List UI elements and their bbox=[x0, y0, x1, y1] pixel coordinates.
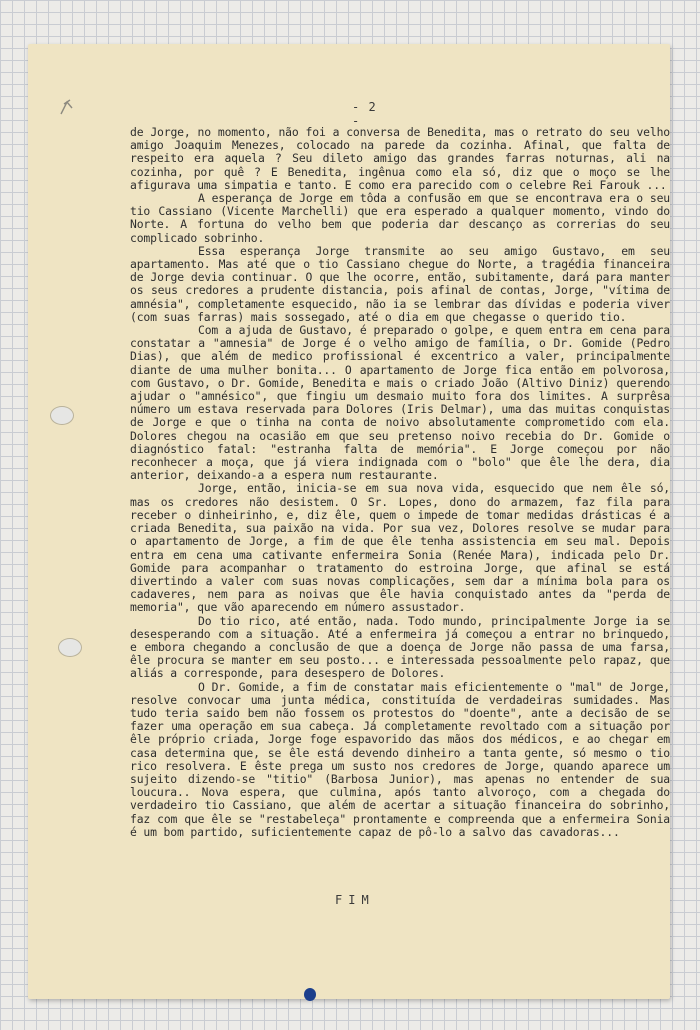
page-number: - 2 - bbox=[352, 100, 377, 128]
paragraph: A esperança de Jorge em tôda a confusão em que se encontrava era o seu tio Cassiano (Vicente Marchelli) que era esperado a qualquer momento, vindo do Norte. A fortuna do velho bem que poderia dar descanço as correrias do seu complicado sobrinho. bbox=[130, 191, 670, 245]
paragraph: Do tio rico, até então, nada. Todo mundo, principalmente Jorge ia se desesperando com a situação. Até a enfermeira já começou a entrar no brinquedo, e embora chegando a conclusão de que a doença de Jorge não passa de uma farsa, êle procura se manter em seu posto... e interessada pessoalmente pelo rapaz, que aliás a corresponde, para desespero de Dolores. bbox=[130, 613, 670, 681]
ink-dot bbox=[304, 988, 316, 1001]
paragraph: O Dr. Gomide, a fim de constatar mais eficientemente o "mal" de Jorge, resolve convocar uma junta médica, constituída de verdadeiras sumidades. Mas tudo teria saido bem não fossem os protestos do "doente", ante a decisão de se fazer uma operação em sua cabeça. Já completamente revoltado com a situação por êle próprio criada, Jorge foge espavorido das mãos dos médicos, e ao chegar em casa determina que, se êle está devendo dinheiro a tanta gente, só mesmo o tio rico resolvera. E êste prega um susto nos credores de Jorge, quando aparece um sujeito dizendo-se "titio" (Barbosa Junior), mas apenas no entender de sua loucura.. Nova espera, que culmina, após tanto alvoroço, com a chegada do verdadeiro tio Cassiano, que além de acertar a situação financeira do sobrinho, faz com que êle se "restabeleça" prontamente e compreenda que a enfermeira Sonia é um bom partido, suficientemente capaz de pô-lo a salvo das cavadoras... bbox=[130, 679, 670, 839]
pencil-mark-icon bbox=[58, 96, 76, 118]
paragraph: Essa esperança Jorge transmite ao seu amigo Gustavo, em seu apartamento. Mas até que o tio Cassiano chegue do Norte, a tragédia financeira de Jorge devia continuar. O que lhe ocorre, então, subitamente, dará para manter os seus credores a prudente distancia, pois afinal de contas, Jorge, "vítima de amnésia", completamente esquecido, não ia se lembrar das dívidas e poderia viver (com suas farras) mais sossegado, até o dia em que chegasse o querido tio. bbox=[130, 243, 670, 324]
paragraph: Jorge, então, inicia-se em sua nova vida, esquecido que nem êle só, mas os credores não desistem. O Sr. Lopes, dono do armazem, faz fila para receber o dinheirinho, e, diz êle, quem o impede de tomar medidas drásticas é a criada Benedita, sua paixão na vida. Por sua vez, Dolores resolve se mudar para o apartamento de Jorge, a fim de que êle tenha assistencia em seu mal. Depois entra em cena uma cativante enfermeira Sonia (Renée Mara), indicada pelo Dr. Gomide para acompanhar o tratamento do estroina Jorge, que afinal se está divertindo a valer com suas novas complicações, sem dar a mínima bola para os cadaveres, nem para as noivas que êle havia conquistado antes da "perda de memoria", que vão aparecendo em número assustador. bbox=[130, 481, 670, 615]
punch-hole-upper bbox=[50, 406, 74, 425]
paragraph: Com a ajuda de Gustavo, é preparado o golpe, e quem entra em cena para constatar a "amnesia" de Jorge é o velho amigo de família, o Dr. Gomide (Pedro Dias), que além de medico profissional é excentrico a valer, principalmente diante de uma mulher bonita... O apartamento de Jorge fica então em polvorosa, com Gustavo, o Dr. Gomide, Benedita e mais o criado João (Altivo Diniz) querendo ajudar o "amnésico", que fingiu um desmaio muito fora dos limites. A surprêsa número um estava reservada para Dolores (Iris Delmar), uma das muitas conquistas de Jorge e que o tinha na conta de noivo absolutamente comprometido com ela. Dolores chegou na ocasião em que seu pretenso noivo recebia do Dr. Gomide o diagnóstico fatal: "estranha falta de memória". E Jorge começou por não reconhecer a moça, que já viera indignada com o "bolo" que êle lhe dera, dia anterior, deixando-a a espera num restaurante. bbox=[130, 323, 670, 483]
punch-hole-lower bbox=[58, 638, 82, 657]
closing-fim: FIM bbox=[335, 893, 375, 907]
document-body bbox=[130, 126, 670, 839]
paragraph: de Jorge, no momento, não foi a conversa de Benedita, mas o retrato do seu velho amigo Joaquim Menezes, colocado na parede da cozinha. Afinal, que falta de respeito era aquela ? Seu dileto amigo das grandes farras noturnas, ali na cozinha, por quê ? E Benedita, ingênua como ela só, diz que o moço se lhe afigurava uma simpatia e tanto. E como era parecido com o celebre Rei Farouk ... bbox=[130, 125, 670, 192]
